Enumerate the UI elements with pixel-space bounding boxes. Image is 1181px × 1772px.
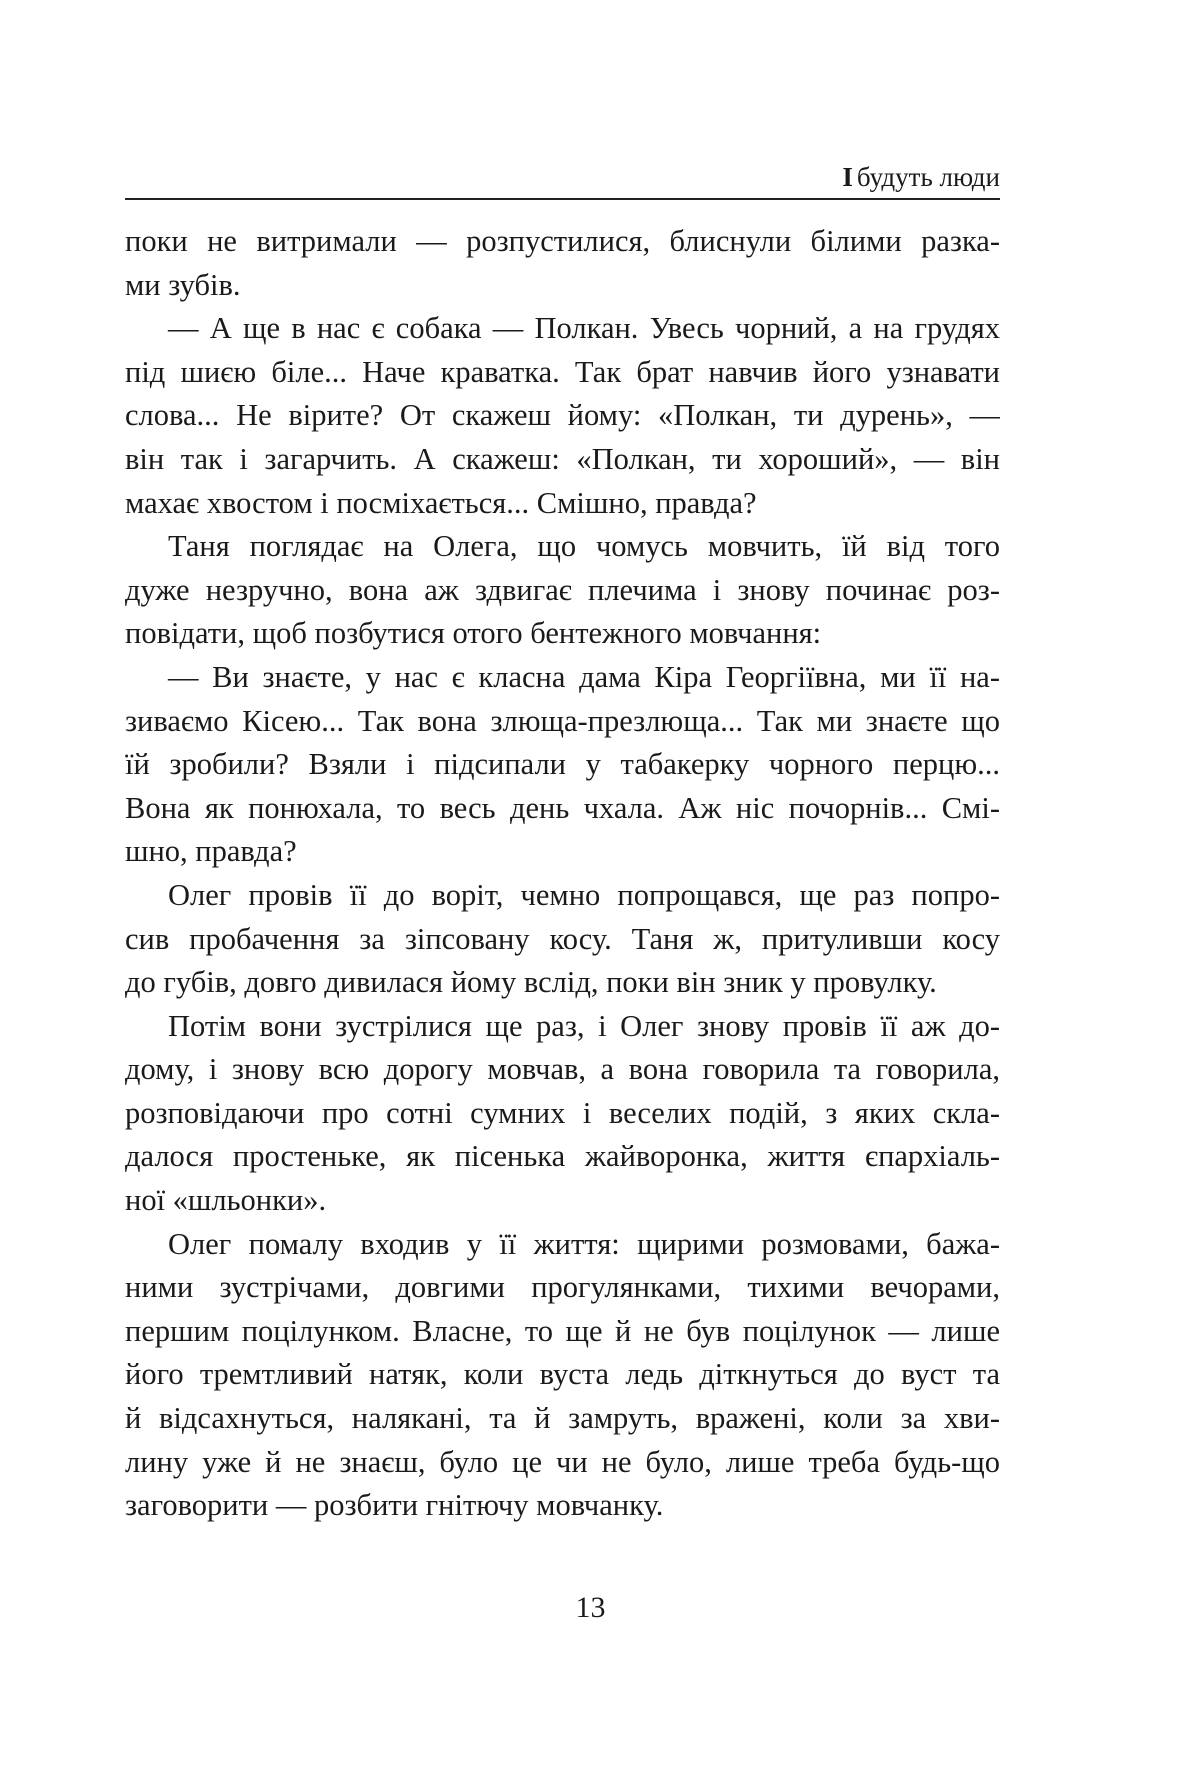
header-title: будуть люди [856, 162, 1000, 192]
header-mark: І [842, 162, 853, 192]
text-line: Потім вони зустрілися ще раз, і Олег знову провів її аж до- [168, 1008, 1000, 1043]
text-line: поки не витримали — розпустилися, блиснули білими разка- [125, 224, 1000, 258]
body-text [125, 220, 1000, 1528]
text-line: ними зустрічами, довгими прогулянками, тихими вечорами, [125, 1270, 1000, 1305]
text-line: ної «шльонки». [125, 1183, 327, 1218]
text-line: розповідаючи про сотні сумних і веселих подій, з яких скла- [125, 1095, 1000, 1130]
text-line: повідати, щоб позбутися отого бентежного мовчання: [125, 616, 822, 651]
text-line: заговорити — розбити гнітючу мовчанку. [125, 1488, 664, 1523]
text-line: ми зубів. [125, 267, 241, 302]
text-line: його тремтливий натяк, коли вуста ледь діткнуться до вуст та [125, 1357, 1000, 1392]
text-line: — А ще в нас є собака — Полкан. Увесь чорний, а на грудях [168, 311, 1000, 346]
text-line: Олег провів її до воріт, чемно попрощався, ще раз попро- [168, 877, 1000, 912]
text-line: лину уже й не знаєш, було це чи не було, лише треба будь-що [125, 1444, 1000, 1479]
header-title-wrap [842, 162, 1000, 192]
text-line: далося простеньке, як пісенька жайворонка, життя єпархіаль- [125, 1139, 1000, 1174]
text-line: сив пробачення за зіпсовану косу. Таня ж, притуливши косу [125, 921, 1000, 956]
text-line: й відсахнуться, налякані, та й замруть, вражені, коли за хви- [125, 1401, 1000, 1436]
text-line: Таня поглядає на Олега, що чомусь мовчить, їй від того [168, 529, 1000, 564]
text-line: Вона як понюхала, то весь день чхала. Аж ніс почорнів... Смі- [125, 790, 1000, 825]
text-line: Олег помалу входив у її життя: щирими розмовами, бажа- [168, 1226, 1000, 1261]
text-line: першим поцілунком. Власне, то ще й не був поцілунок — лише [125, 1313, 1000, 1348]
text-line: під шиєю біле... Наче краватка. Так брат навчив його узнавати [125, 354, 1000, 389]
text-line: махає хвостом і посміхається... Смішно, правда? [125, 485, 757, 520]
text-line: дому, і знову всю дорогу мовчав, а вона говорила та говорила, [125, 1052, 1000, 1087]
text-line: зиваємо Кісею... Так вона злюща-презлюща... Так ми знаєте що [125, 703, 1000, 738]
text-line: слова... Не вірите? От скажеш йому: «Полкан, ти дурень», — [125, 398, 1000, 433]
running-header [125, 158, 1000, 200]
text-line: — Ви знаєте, у нас є класна дама Кіра Георгіївна, ми її на- [168, 659, 1000, 694]
text-line: дуже незручно, вона аж здвигає плечима і знову починає роз- [125, 572, 1000, 607]
text-line: він так і загарчить. А скажеш: «Полкан, ти хороший», — він [125, 441, 1000, 476]
text-line: шно, правда? [125, 834, 297, 869]
text-line: їй зробили? Взяли і підсипали у табакерку чорного перцю... [125, 747, 1000, 782]
page-number: 13 [575, 1591, 606, 1624]
text-line: до губів, довго дивилася йому вслід, поки він зник у провулку. [125, 965, 937, 1000]
